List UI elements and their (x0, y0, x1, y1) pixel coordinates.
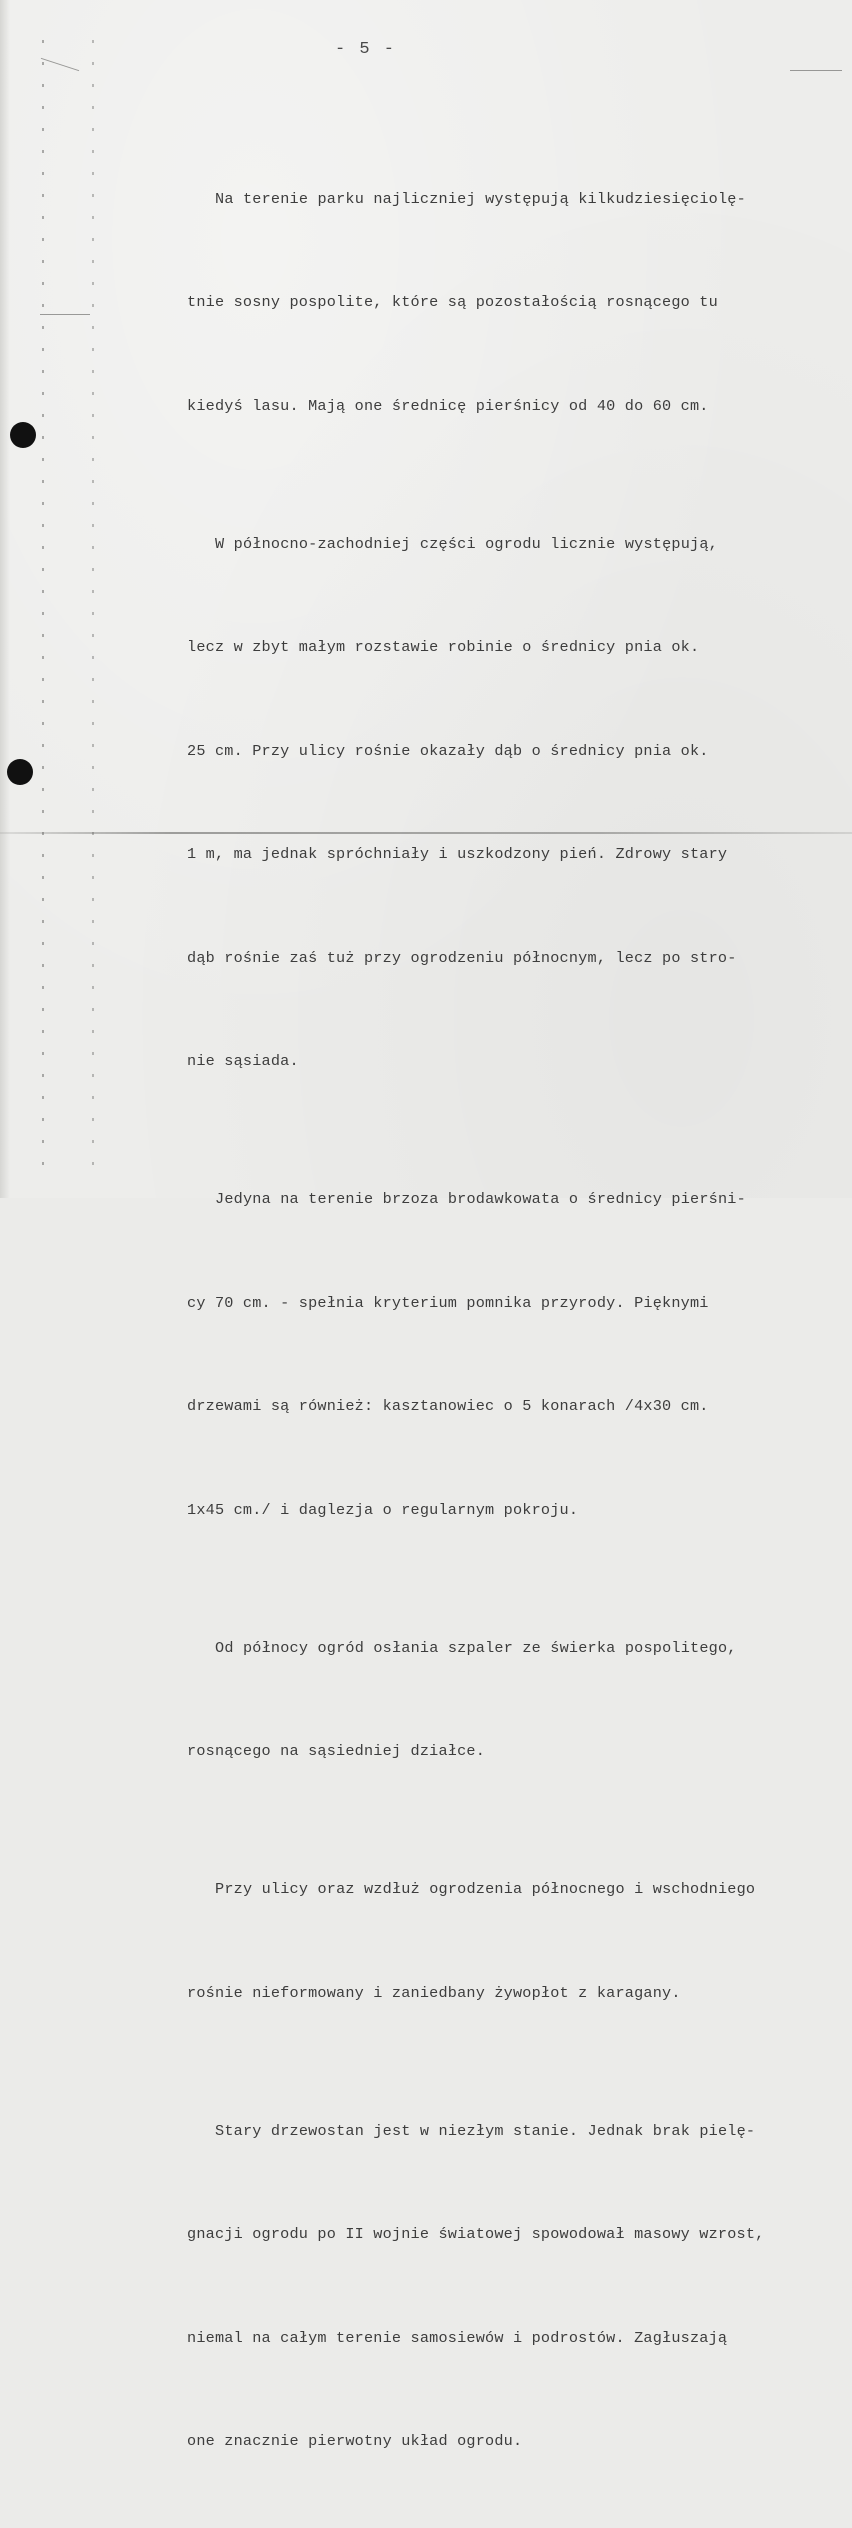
punch-hole (7, 759, 33, 785)
text-line: 25 cm. Przy ulicy rośnie okazały dąb o średnicy pnia ok. (187, 741, 709, 760)
scratch-mark (40, 314, 90, 315)
scratch-mark (790, 70, 842, 71)
margin-tick-marks (42, 40, 44, 1180)
text-line: Jedyna na terenie brzoza brodawkowata o średnicy pierśni- (215, 1190, 746, 1208)
punch-hole (10, 422, 36, 448)
text-line: dąb rośnie zaś tuż przy ogrodzeniu północnym, lecz po stro- (187, 948, 737, 967)
text-line: drzewami są również: kasztanowiec o 5 konarach /4x30 cm. (187, 1397, 709, 1415)
text-line: lecz w zbyt małym rozstawie robinie o średnicy pnia ok. (187, 638, 700, 656)
text-line: 1x45 cm./ i daglezja o regularnym pokroju. (187, 1500, 579, 1519)
text-line: Na terenie parku najliczniej występują kilkudziesięciolę- (215, 189, 746, 208)
text-line: rośnie nieformowany i zaniedbany żywopłot z karagany. (187, 1983, 681, 2002)
body-text (187, 78, 827, 2528)
text-line: nie sąsiada. (187, 1052, 299, 1070)
text-line: rosnącego na sąsiedniej działce. (187, 1742, 486, 1760)
text-line: 1 m, ma jednak spróchniały i uszkodzony pień. Zdrowy stary (187, 845, 728, 863)
text-line: Stary drzewostan jest w niezłym stanie. Jednak brak pielę- (215, 2121, 756, 2140)
page-number: - 5 - (335, 40, 397, 59)
text-line: Przy ulicy oraz wzdłuż ogrodzenia północnego i wschodniego (215, 1880, 756, 1898)
text-line: tnie sosny pospolite, które są pozostałością rosnącego tu (187, 293, 718, 311)
margin-tick-marks (92, 40, 94, 1180)
text-line: kiedyś lasu. Mają one średnicę pierśnicy od 40 do 60 cm. (187, 396, 709, 415)
page-edge-shadow (0, 0, 10, 1198)
text-line: Od północy ogród osłania szpaler ze świerka pospolitego, (215, 1638, 737, 1657)
text-line: cy 70 cm. - spełnia kryterium pomnika przyrody. Pięknymi (187, 1293, 709, 1312)
text-line: W północno-zachodniej części ogrodu licznie występują, (215, 534, 718, 553)
text-line: niemal na całym terenie samosiewów i podrostów. Zagłuszają (187, 2328, 728, 2347)
text-line: one znacznie pierwotny układ ogrodu. (187, 2432, 523, 2450)
text-line: gnacji ogrodu po II wojnie światowej spowodował masowy wzrost, (187, 2225, 765, 2243)
scratch-mark (41, 58, 79, 71)
